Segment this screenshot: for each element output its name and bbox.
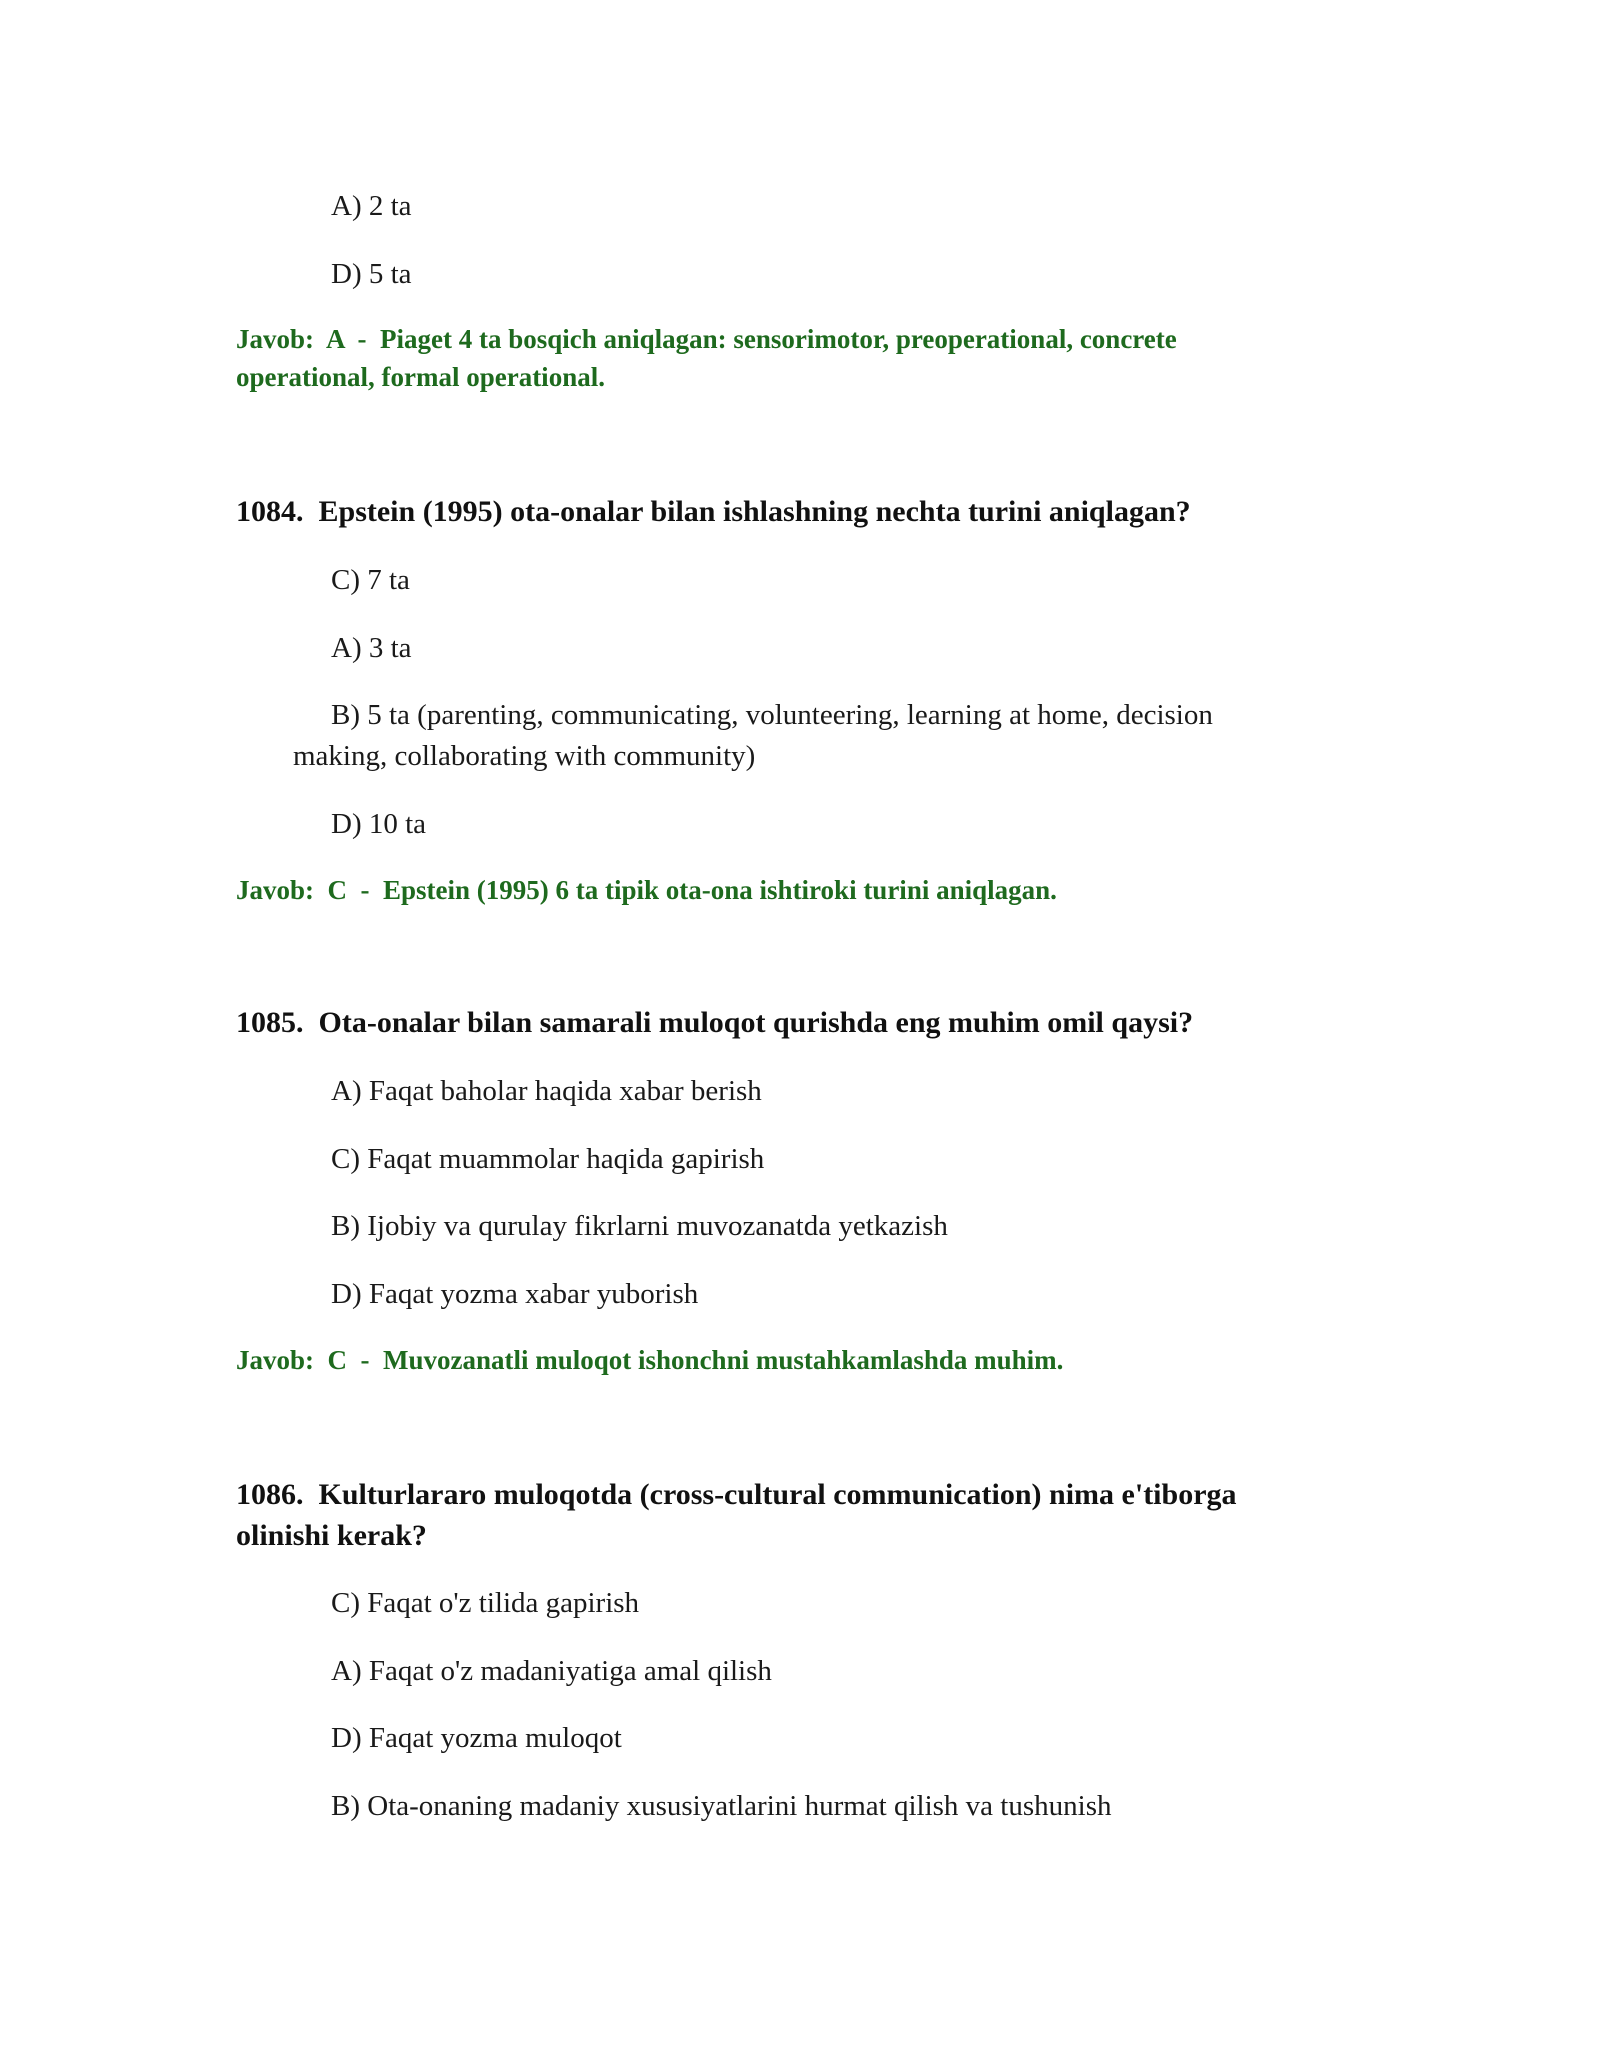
option-c: C) Faqat muammolar haqida gapirish: [331, 1143, 765, 1175]
answer-letter: A: [326, 324, 345, 354]
answer-line: [236, 320, 1286, 396]
answer-separator: -: [360, 1345, 370, 1375]
question-number: 1086.: [236, 1478, 304, 1511]
question-1084: [236, 491, 1316, 532]
question-number: 1084.: [236, 495, 304, 528]
option-d: D) Faqat yozma muloqot: [331, 1722, 622, 1754]
option-d: D) Faqat yozma xabar yuborish: [331, 1278, 699, 1310]
question-1086: [236, 1474, 1316, 1556]
option-a: A) 3 ta: [331, 632, 412, 664]
answer-letter: C: [327, 875, 348, 905]
answer-label: Javob:: [236, 875, 315, 905]
option-d: D) 10 ta: [331, 808, 427, 840]
option-b: B) Ijobiy va qurulay fikrlarni muvozanatda yetkazish: [331, 1210, 948, 1242]
question-text: Epstein (1995) ota-onalar bilan ishlashning nechta turini aniqlagan?: [318, 495, 1191, 528]
answer-line: [236, 1341, 1286, 1379]
answer-line: [236, 871, 1286, 909]
option-a: A) Faqat baholar haqida xabar berish: [331, 1075, 762, 1107]
answer-letter: C: [327, 1345, 348, 1375]
option-b: B) 5 ta (parenting, communicating, volunteering, learning at home, decision making, collaborating with community): [293, 699, 1213, 772]
option-c: C) Faqat o'z tilida gapirish: [331, 1587, 640, 1619]
option-c: C) 7 ta: [331, 564, 410, 596]
answer-explanation: Muvozanatli muloqot ishonchni mustahkamlashda muhim.: [383, 1345, 1064, 1375]
question-text: Kulturlararo muloqotda (cross-cultural communication) nima e'tiborga olinishi kerak?: [236, 1478, 1237, 1552]
answer-separator: -: [357, 324, 367, 354]
answer-separator: -: [360, 875, 370, 905]
option-a: A) 2 ta: [331, 190, 412, 222]
option-d: D) 5 ta: [331, 258, 412, 290]
option-b: B) Ota-onaning madaniy xususiyatlarini hurmat qilish va tushunish: [331, 1790, 1112, 1822]
answer-label: Javob:: [236, 324, 315, 354]
option-a: A) Faqat o'z madaniyatiga amal qilish: [331, 1655, 772, 1687]
question-1085: [236, 1002, 1316, 1043]
answer-explanation: Epstein (1995) 6 ta tipik ota-ona ishtiroki turini aniqlagan.: [383, 875, 1057, 905]
answer-explanation: Piaget 4 ta bosqich aniqlagan: sensorimotor, preoperational, concrete operational, formal operational.: [236, 324, 1177, 392]
question-number: 1085.: [236, 1006, 304, 1039]
answer-label: Javob:: [236, 1345, 315, 1375]
question-text: Ota-onalar bilan samarali muloqot qurishda eng muhim omil qaysi?: [318, 1006, 1194, 1039]
